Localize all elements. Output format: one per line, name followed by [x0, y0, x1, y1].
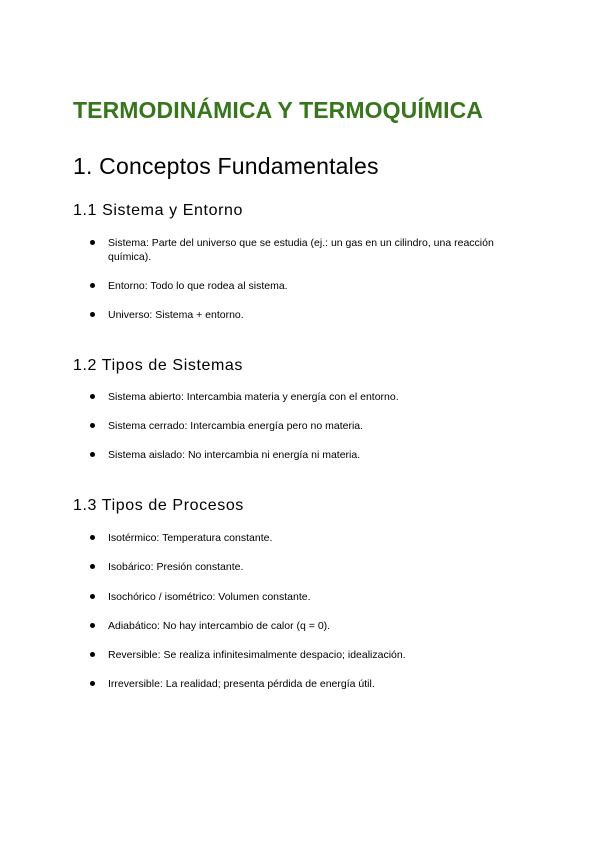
list-item: Sistema aislado: No intercambia ni energía ni materia.	[108, 449, 361, 461]
list-item: Reversible: Se realiza infinitesimalmente despacio; idealización.	[108, 649, 406, 661]
bullet-icon	[90, 283, 95, 288]
subsection-heading-tipos-procesos: 1.3 Tipos de Procesos	[73, 497, 244, 514]
bullet-icon	[90, 623, 95, 628]
list-item: Universo: Sistema + entorno.	[108, 309, 244, 321]
bullet-icon	[90, 652, 95, 657]
bullet-icon	[90, 240, 95, 245]
list-item: Irreversible: La realidad; presenta pérdida de energía útil.	[108, 678, 375, 690]
bullet-icon	[90, 681, 95, 686]
list-item: Entorno: Todo lo que rodea al sistema.	[108, 280, 288, 292]
list-item: Isotérmico: Temperatura constante.	[108, 532, 273, 544]
bullet-icon	[90, 452, 95, 457]
list-item: Sistema abierto: Intercambia materia y energía con el entorno.	[108, 391, 399, 403]
bullet-icon	[90, 312, 95, 317]
list-item: Sistema: Parte del universo que se estudia (ej.: un gas en un cilindro, una reacción química).	[108, 237, 494, 263]
subsection-heading-tipos-sistemas: 1.2 Tipos de Sistemas	[73, 357, 244, 374]
bullet-icon	[90, 564, 95, 569]
bullet-icon	[90, 394, 95, 399]
bullet-icon	[90, 594, 95, 599]
bullet-icon	[90, 535, 95, 540]
document-title: TERMODINÁMICA Y TERMOQUÍMICA	[73, 97, 483, 123]
list-item: Isobárico: Presión constante.	[108, 561, 244, 573]
list-item: Isochórico / isométrico: Volumen constante.	[108, 591, 311, 603]
subsection-heading-sistema-entorno: 1.1 Sistema y Entorno	[73, 202, 244, 219]
list-item: Sistema cerrado: Intercambia energía pero no materia.	[108, 420, 364, 432]
section-heading-conceptos: 1. Conceptos Fundamentales	[73, 153, 379, 179]
bullet-icon	[90, 423, 95, 428]
list-item: Adiabático: No hay intercambio de calor (q = 0).	[108, 620, 331, 632]
